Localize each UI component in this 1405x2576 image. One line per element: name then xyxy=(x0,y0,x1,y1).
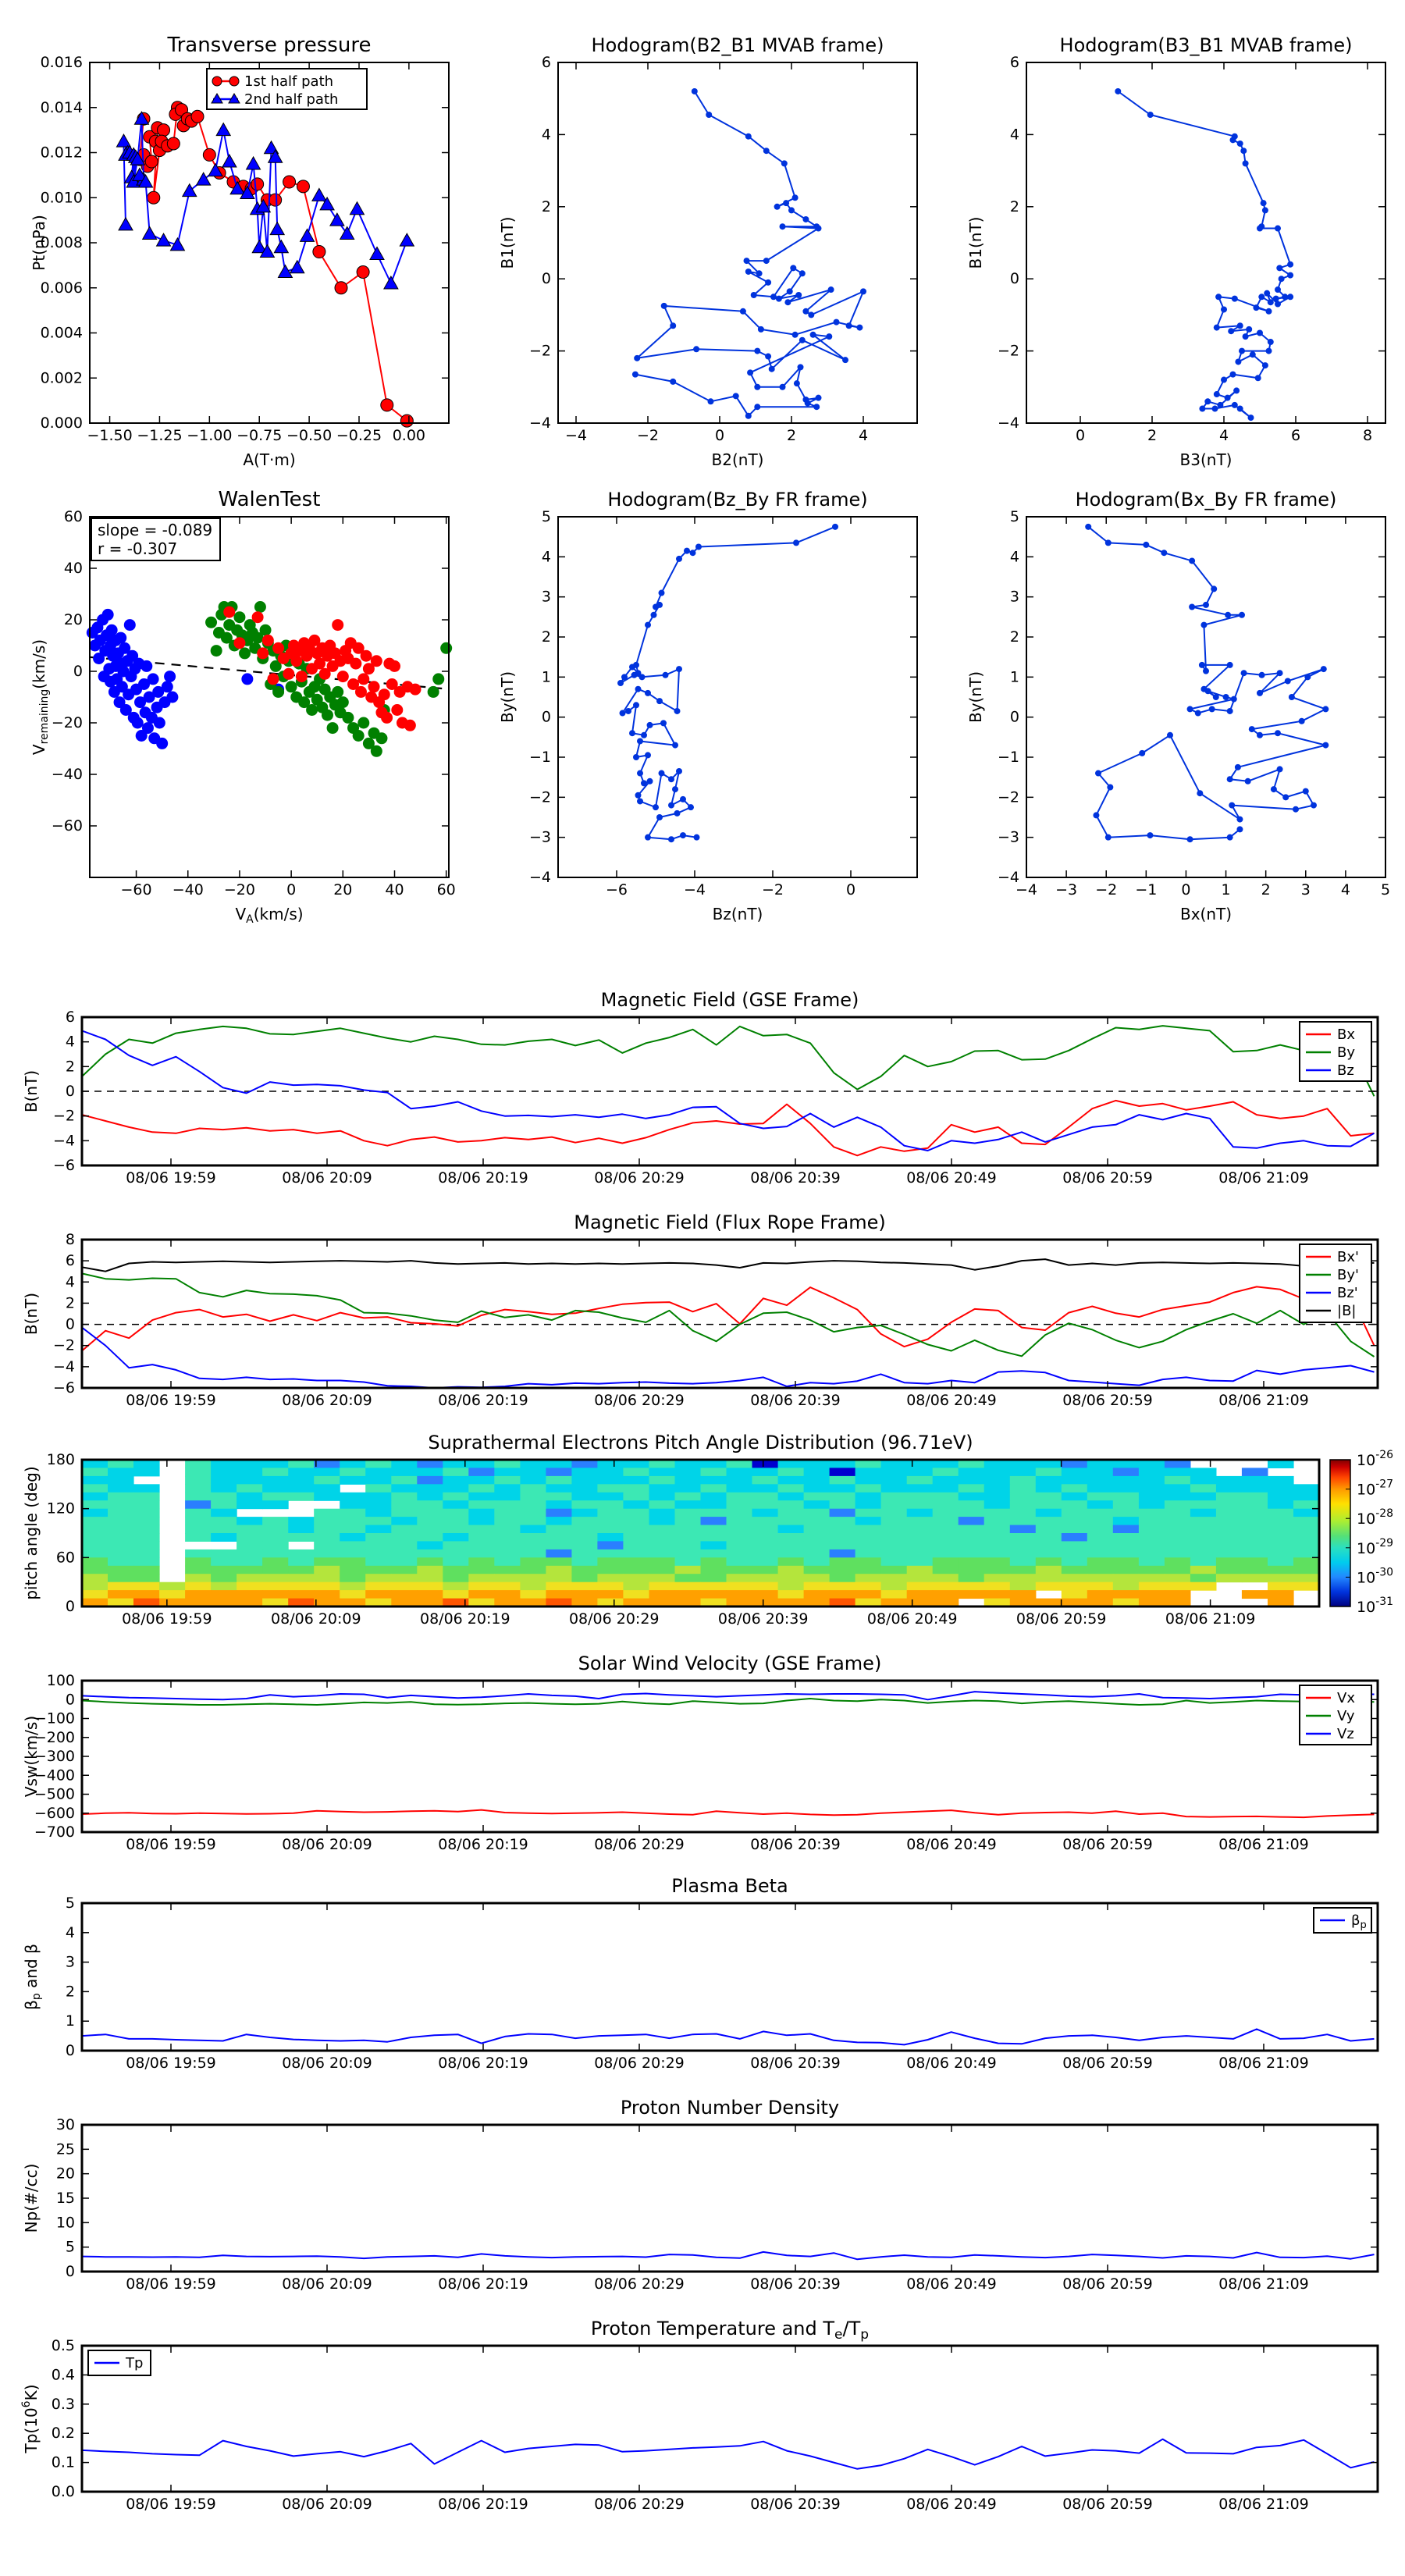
y-tick-label: 5 xyxy=(65,1895,75,1912)
x-tick-label: 08/06 21:09 xyxy=(1218,2496,1309,2513)
x-tick-label: 4 xyxy=(858,427,869,444)
legend-label: Bx xyxy=(1337,1026,1356,1043)
x-tick-label: 1 xyxy=(1221,881,1231,898)
y-axis-label: B(nT) xyxy=(22,1069,41,1113)
y-tick-label: −4 xyxy=(528,415,551,432)
y-tick-label: 10 xyxy=(55,2214,75,2232)
chart-title: Proton Temperature and $T_e/T_p$ xyxy=(590,2318,870,2343)
legend-label: 1st half path xyxy=(244,73,334,90)
x-tick-label: 08/06 21:09 xyxy=(1218,1169,1309,1187)
y-tick-label: −600 xyxy=(34,1804,75,1822)
y-tick-label: 5 xyxy=(65,2238,75,2256)
y-tick-label: 6 xyxy=(65,1252,75,1270)
solar-wind-velocity-svg xyxy=(16,1646,1397,1856)
x-tick-label: 08/06 20:19 xyxy=(438,2055,528,2072)
chart-title: Proton Number Density xyxy=(620,2097,840,2119)
x-tick-label: 08/06 20:39 xyxy=(750,1836,841,1853)
x-tick-label: 08/06 19:59 xyxy=(126,1836,216,1853)
y-axis-label: pitch angle (deg) xyxy=(22,1466,41,1600)
y-tick-label: −2 xyxy=(997,788,1019,806)
x-tick-label: 08/06 20:19 xyxy=(438,1392,528,1409)
series-Tp xyxy=(82,2439,1375,2469)
y-tick-label: 1 xyxy=(541,668,551,686)
y-tick-label: 30 xyxy=(55,2116,75,2133)
panel-proton-density xyxy=(16,2090,1397,2295)
series-Bx-prime xyxy=(82,1286,1375,1350)
x-tick-label: 08/06 20:29 xyxy=(594,1169,685,1187)
chart-title: Hodogram(Bx_By FR frame) xyxy=(1075,489,1337,511)
y-tick-label: 0.4 xyxy=(51,2366,75,2384)
y-axis-label: B1(nT) xyxy=(966,216,985,269)
x-tick-label: 08/06 20:59 xyxy=(1062,2496,1153,2513)
x-tick-label: 08/06 20:29 xyxy=(568,1610,660,1628)
legend-label: Bx' xyxy=(1337,1249,1359,1265)
y-tick-label: −100 xyxy=(34,1710,75,1727)
chart-title: Plasma Beta xyxy=(671,1875,788,1897)
x-tick-label: 20 xyxy=(333,881,353,898)
y-tick-label: 1 xyxy=(1009,668,1019,686)
y-tick-label: 0.000 xyxy=(40,415,83,432)
panel-magnetic-field-gse xyxy=(16,982,1397,1189)
panel-proton-temperature xyxy=(16,2311,1397,2518)
x-tick-label: 0 xyxy=(845,881,856,898)
x-tick-label: −60 xyxy=(120,881,152,898)
colorbar-label: $10^{-30}$ xyxy=(1357,1566,1394,1587)
y-tick-label: 180 xyxy=(46,1451,75,1468)
y-axis-label: Pt(nPa) xyxy=(30,215,48,271)
y-tick-label: 0 xyxy=(65,1691,75,1709)
chart-title: Suprathermal Electrons Pitch Angle Distribution (96.71eV) xyxy=(428,1432,973,1453)
series-By xyxy=(82,1026,1375,1096)
x-tick-label: 08/06 21:09 xyxy=(1218,2055,1309,2072)
x-tick-label: −1.25 xyxy=(137,427,183,444)
x-tick-label: −4 xyxy=(1015,881,1038,898)
y-axis-label: By(nT) xyxy=(966,671,985,724)
x-tick-label: 08/06 20:49 xyxy=(866,1610,958,1628)
y-tick-label: −1 xyxy=(528,749,551,766)
y-tick-label: 2 xyxy=(1009,197,1019,215)
x-tick-label: −1.50 xyxy=(87,427,133,444)
y-tick-label: 3 xyxy=(541,588,551,606)
x-tick-label: −0.25 xyxy=(336,427,382,444)
x-tick-label: 6 xyxy=(1290,427,1301,444)
y-tick-label: 100 xyxy=(46,1672,75,1689)
y-tick-label: 0 xyxy=(65,2263,75,2280)
y-tick-label: 6 xyxy=(541,54,551,71)
chart-title: Solar Wind Velocity (GSE Frame) xyxy=(578,1653,882,1674)
chart-title: Hodogram(B3_B1 MVAB frame) xyxy=(1059,34,1353,56)
x-tick-label: −2 xyxy=(636,427,660,444)
legend-label: 2nd half path xyxy=(244,91,339,108)
panel-hodogram-b3-b1 xyxy=(960,20,1397,484)
y-tick-label: 4 xyxy=(1009,548,1019,566)
y-tick-label: 0.3 xyxy=(51,2395,75,2413)
y-tick-label: −40 xyxy=(51,766,83,783)
y-tick-label: 3 xyxy=(1009,588,1019,606)
x-tick-label: 08/06 21:09 xyxy=(1218,1836,1309,1853)
series-By-prime xyxy=(82,1273,1375,1357)
plasma-beta-svg xyxy=(16,1868,1397,2074)
x-tick-label: −0.50 xyxy=(286,427,333,444)
x-tick-label: 5 xyxy=(1380,881,1391,898)
plot-frame xyxy=(1026,62,1385,423)
y-tick-label: 0 xyxy=(65,1315,75,1333)
y-tick-label: 0.014 xyxy=(40,98,83,116)
x-tick-label: −3 xyxy=(1055,881,1078,898)
y-tick-label: −3 xyxy=(997,828,1019,846)
y-axis-label: $V_{remaining}(km/s)$ xyxy=(30,639,51,756)
series-Vy xyxy=(82,1699,1375,1705)
plot-frame xyxy=(558,62,917,423)
x-tick-label: 08/06 20:59 xyxy=(1062,2275,1153,2293)
legend-label: Vx xyxy=(1337,1690,1355,1706)
x-tick-label: 08/06 20:29 xyxy=(594,1392,685,1409)
x-tick-label: 08/06 20:09 xyxy=(282,1169,372,1187)
y-tick-label: 0.016 xyxy=(40,54,83,71)
y-tick-label: 4 xyxy=(1009,126,1019,144)
hodogram-bx-by-svg xyxy=(960,474,1397,938)
panel-transverse-pressure xyxy=(23,20,461,484)
x-tick-label: 08/06 20:59 xyxy=(1062,1392,1153,1409)
x-tick-label: 08/06 20:19 xyxy=(438,2496,528,2513)
x-tick-label: 08/06 20:19 xyxy=(419,1610,510,1628)
y-tick-label: −700 xyxy=(34,1823,75,1841)
proton-temperature-svg xyxy=(16,2311,1397,2518)
x-tick-label: 08/06 20:49 xyxy=(906,1169,997,1187)
y-tick-label: −400 xyxy=(34,1767,75,1784)
legend-label: Bz' xyxy=(1337,1285,1358,1301)
y-tick-label: 2 xyxy=(541,197,551,215)
panel-magnetic-field-frf xyxy=(16,1204,1397,1411)
y-tick-label: 4 xyxy=(65,1923,75,1941)
y-tick-label: −20 xyxy=(51,714,83,731)
y-tick-label: 0.012 xyxy=(40,144,83,162)
transverse-pressure-svg xyxy=(23,20,461,484)
x-tick-label: 08/06 20:19 xyxy=(438,1169,528,1187)
x-tick-label: 60 xyxy=(436,881,456,898)
x-tick-label: 08/06 21:09 xyxy=(1218,2275,1309,2293)
x-tick-label: 08/06 20:09 xyxy=(282,2496,372,2513)
x-tick-label: 08/06 20:09 xyxy=(282,1392,372,1409)
colorbar-label: $10^{-26}$ xyxy=(1357,1449,1394,1469)
x-tick-label: 08/06 20:09 xyxy=(271,1610,361,1628)
y-tick-label: 2 xyxy=(65,1058,75,1076)
x-tick-label: 08/06 19:59 xyxy=(126,2275,216,2293)
x-axis-label: B3(nT) xyxy=(1179,450,1232,469)
y-tick-label: −3 xyxy=(528,828,551,846)
plot-frame xyxy=(82,2346,1378,2492)
x-axis-label: Bx(nT) xyxy=(1179,905,1232,923)
y-tick-label: −4 xyxy=(997,415,1019,432)
x-tick-label: 08/06 19:59 xyxy=(126,1169,216,1187)
x-tick-label: −40 xyxy=(172,881,204,898)
y-tick-label: −2 xyxy=(52,1336,75,1354)
y-tick-label: 2 xyxy=(65,1294,75,1312)
panel-pitch-angle xyxy=(16,1425,1397,1630)
series-B-magnitude xyxy=(82,1259,1375,1272)
y-tick-label: −300 xyxy=(34,1748,75,1765)
x-tick-label: 8 xyxy=(1362,427,1373,444)
chart-title: WalenTest xyxy=(218,488,321,511)
x-tick-label: 0 xyxy=(286,881,297,898)
series-b3b1-path xyxy=(1118,91,1290,418)
legend-label: By' xyxy=(1337,1267,1359,1283)
x-tick-label: 08/06 20:09 xyxy=(282,2055,372,2072)
y-tick-label: 4 xyxy=(541,126,551,144)
x-tick-label: 0 xyxy=(1075,427,1086,444)
y-tick-label: 0.1 xyxy=(51,2453,75,2471)
y-tick-label: −2 xyxy=(997,342,1019,360)
x-axis-label: Bz(nT) xyxy=(712,905,763,923)
y-tick-label: 40 xyxy=(63,560,83,577)
y-tick-label: 4 xyxy=(65,1273,75,1291)
series-Bz-prime xyxy=(82,1328,1375,1388)
panel-hodogram-b2-b1 xyxy=(492,20,929,484)
legend-label: Bz xyxy=(1337,1062,1354,1079)
x-tick-label: 08/06 20:59 xyxy=(1016,1610,1107,1628)
x-tick-label: −6 xyxy=(605,881,628,898)
series-bzby-path xyxy=(621,527,835,839)
x-tick-label: 08/06 20:39 xyxy=(750,1392,841,1409)
y-tick-label: 25 xyxy=(55,2140,75,2158)
y-tick-label: 6 xyxy=(1009,54,1019,71)
x-tick-label: 08/06 20:59 xyxy=(1062,2055,1153,2072)
hodogram-b2-b1-svg xyxy=(492,20,929,484)
x-tick-label: 08/06 20:39 xyxy=(717,1610,809,1628)
pitch-angle-distribution-svg xyxy=(16,1425,1397,1630)
y-axis-label: B(nT) xyxy=(22,1292,41,1336)
x-tick-label: 0 xyxy=(714,427,725,444)
x-tick-label: 08/06 20:29 xyxy=(594,1836,685,1853)
x-tick-label: 08/06 19:59 xyxy=(122,1610,212,1628)
x-tick-label: 08/06 19:59 xyxy=(126,2496,216,2513)
y-tick-label: 120 xyxy=(46,1500,75,1517)
x-tick-label: −4 xyxy=(683,881,706,898)
x-tick-label: −1 xyxy=(1135,881,1158,898)
y-tick-label: 8 xyxy=(65,1231,75,1248)
legend-label: |B| xyxy=(1337,1303,1357,1319)
y-tick-label: 0.2 xyxy=(51,2425,75,2443)
x-tick-label: −4 xyxy=(564,427,588,444)
x-tick-label: 3 xyxy=(1300,881,1311,898)
x-tick-label: 08/06 20:39 xyxy=(750,1169,841,1187)
y-tick-label: 0 xyxy=(65,1083,75,1100)
x-tick-label: 08/06 20:49 xyxy=(906,2496,997,2513)
series-Bx xyxy=(82,1101,1375,1155)
x-axis-label: A(T·m) xyxy=(243,450,296,469)
y-tick-label: −6 xyxy=(52,1157,75,1174)
y-axis-label: $Tp(10^6K)$ xyxy=(20,2384,41,2453)
x-tick-label: 08/06 20:49 xyxy=(906,2275,997,2293)
y-tick-label: 0.002 xyxy=(40,369,83,387)
y-tick-label: 0 xyxy=(1009,270,1019,288)
y-tick-label: 5 xyxy=(1009,508,1019,525)
x-tick-label: 08/06 20:39 xyxy=(750,2055,841,2072)
x-tick-label: 2 xyxy=(1261,881,1271,898)
x-tick-label: 08/06 20:39 xyxy=(750,2275,841,2293)
y-tick-label: 2 xyxy=(541,628,551,646)
y-tick-label: 60 xyxy=(63,508,83,525)
y-tick-label: 0.0 xyxy=(51,2483,75,2500)
x-tick-label: 08/06 20:29 xyxy=(594,2055,685,2072)
y-tick-label: −500 xyxy=(34,1785,75,1803)
hodogram-bz-by-svg xyxy=(492,474,929,938)
chart-title: Hodogram(Bz_By FR frame) xyxy=(607,489,868,511)
y-tick-label: 0 xyxy=(541,708,551,726)
y-tick-label: 15 xyxy=(55,2190,75,2207)
x-tick-label: 2 xyxy=(1147,427,1158,444)
y-tick-label: −1 xyxy=(997,749,1019,766)
y-tick-label: 5 xyxy=(541,508,551,525)
series-Vx xyxy=(82,1810,1375,1818)
x-tick-label: 08/06 20:49 xyxy=(906,1836,997,1853)
legend-label: Vy xyxy=(1337,1708,1355,1724)
y-tick-label: 20 xyxy=(55,2165,75,2183)
x-tick-label: 2 xyxy=(786,427,797,444)
y-tick-label: 0 xyxy=(541,270,551,288)
series-beta-p xyxy=(82,2029,1375,2044)
y-tick-label: 0 xyxy=(73,663,83,680)
x-tick-label: 0 xyxy=(1181,881,1191,898)
series-Vz xyxy=(82,1692,1375,1699)
x-axis-label: $V_A(km/s)$ xyxy=(235,905,304,926)
x-tick-label: 08/06 19:59 xyxy=(126,2055,216,2072)
y-tick-label: 20 xyxy=(63,611,83,628)
colorbar xyxy=(1330,1460,1350,1606)
x-tick-label: 08/06 20:09 xyxy=(282,2275,372,2293)
y-tick-label: 2 xyxy=(1009,628,1019,646)
y-axis-label: B1(nT) xyxy=(498,216,517,269)
y-tick-label: 0.004 xyxy=(40,324,83,342)
y-tick-label: 0 xyxy=(1009,708,1019,726)
x-tick-label: 08/06 20:59 xyxy=(1062,1169,1153,1187)
x-tick-label: 08/06 21:09 xyxy=(1218,1392,1309,1409)
panel-hodogram-bz-by xyxy=(492,474,929,938)
walen-test-svg xyxy=(23,474,461,938)
series-Np xyxy=(82,2252,1375,2259)
y-axis-label: By(nT) xyxy=(498,671,517,724)
x-tick-label: 4 xyxy=(1218,427,1229,444)
y-tick-label: 60 xyxy=(55,1549,75,1567)
annotation-line: r = -0.307 xyxy=(98,539,178,558)
y-tick-label: 0.008 xyxy=(40,234,83,251)
chart-title: Magnetic Field (Flux Rope Frame) xyxy=(574,1212,886,1233)
y-tick-label: 0 xyxy=(65,1598,75,1615)
x-tick-label: 08/06 20:59 xyxy=(1062,1836,1153,1853)
x-tick-label: 08/06 20:39 xyxy=(750,2496,841,2513)
panel-hodogram-bx-by xyxy=(960,474,1397,938)
y-axis-label: Vsw(km/s) xyxy=(22,1715,41,1798)
y-tick-label: 1 xyxy=(65,2012,75,2030)
x-tick-label: −20 xyxy=(223,881,255,898)
legend-label: Tp xyxy=(126,2355,144,2371)
y-tick-label: 4 xyxy=(541,548,551,566)
y-tick-label: −2 xyxy=(528,788,551,806)
x-tick-label: 08/06 20:29 xyxy=(594,2275,685,2293)
y-tick-label: 0.5 xyxy=(51,2337,75,2354)
panel-solar-wind-velocity xyxy=(16,1646,1397,1856)
x-tick-label: 08/06 20:19 xyxy=(438,2275,528,2293)
x-tick-label: −1.00 xyxy=(187,427,233,444)
y-tick-label: 0.010 xyxy=(40,189,83,207)
y-tick-label: 4 xyxy=(65,1033,75,1051)
chart-title: Magnetic Field (GSE Frame) xyxy=(600,989,859,1011)
panel-walen-test xyxy=(23,474,461,938)
plot-frame xyxy=(82,1903,1378,2051)
x-tick-label: 40 xyxy=(385,881,404,898)
hodogram-b3-b1-svg xyxy=(960,20,1397,484)
series-Bz xyxy=(82,1030,1375,1151)
plot-frame xyxy=(558,517,917,877)
legend-label: Vz xyxy=(1337,1726,1354,1742)
x-axis-label: B2(nT) xyxy=(711,450,764,469)
chart-title: Hodogram(B2_B1 MVAB frame) xyxy=(591,34,884,56)
x-tick-label: 08/06 19:59 xyxy=(126,1392,216,1409)
y-axis-label: Np(#/cc) xyxy=(22,2163,41,2233)
colorbar-label: $10^{-27}$ xyxy=(1357,1478,1394,1499)
x-tick-label: −2 xyxy=(1095,881,1118,898)
proton-number-density-svg xyxy=(16,2090,1397,2295)
colorbar-label: $10^{-28}$ xyxy=(1357,1507,1394,1528)
y-tick-label: −60 xyxy=(51,817,83,834)
magnetic-field-gse-svg xyxy=(16,982,1397,1189)
y-tick-label: 3 xyxy=(65,1953,75,1971)
y-tick-label: −4 xyxy=(997,869,1019,886)
panel-plasma-beta xyxy=(16,1868,1397,2074)
colorbar-label: $10^{-31}$ xyxy=(1357,1596,1394,1616)
legend-label: $\beta_p$ xyxy=(1351,1912,1367,1931)
y-tick-label: −2 xyxy=(528,342,551,360)
x-tick-label: 08/06 20:19 xyxy=(438,1836,528,1853)
y-tick-label: −4 xyxy=(52,1357,75,1375)
x-tick-label: 08/06 20:49 xyxy=(906,1392,997,1409)
x-tick-label: 08/06 20:29 xyxy=(594,2496,685,2513)
x-tick-label: 0.00 xyxy=(392,427,426,444)
y-tick-label: −6 xyxy=(52,1379,75,1397)
magnetic-field-flux-rope-svg xyxy=(16,1204,1397,1411)
y-tick-label: −200 xyxy=(34,1728,75,1746)
legend-label: By xyxy=(1337,1044,1356,1061)
annotation-line: slope = -0.089 xyxy=(98,521,213,539)
chart-title: Transverse pressure xyxy=(167,34,372,57)
y-tick-label: −4 xyxy=(528,869,551,886)
plot-frame xyxy=(82,2125,1378,2272)
y-tick-label: 0.006 xyxy=(40,279,83,297)
plot-frame xyxy=(1026,517,1385,877)
y-tick-label: −2 xyxy=(52,1107,75,1125)
y-tick-label: −4 xyxy=(52,1132,75,1150)
y-tick-label: 0 xyxy=(65,2042,75,2059)
colorbar-label: $10^{-29}$ xyxy=(1357,1536,1394,1557)
x-tick-label: −0.75 xyxy=(237,427,283,444)
x-tick-label: 4 xyxy=(1340,881,1350,898)
x-tick-label: 08/06 20:09 xyxy=(282,1836,372,1853)
y-axis-label: $\beta_p$ and β xyxy=(22,1944,43,2010)
x-tick-label: 08/06 20:49 xyxy=(906,2055,997,2072)
x-tick-label: 08/06 21:09 xyxy=(1165,1610,1256,1628)
x-tick-label: −2 xyxy=(761,881,784,898)
y-tick-label: 2 xyxy=(65,1983,75,2001)
series-b2b1-path xyxy=(635,91,863,416)
y-tick-label: 6 xyxy=(65,1009,75,1026)
